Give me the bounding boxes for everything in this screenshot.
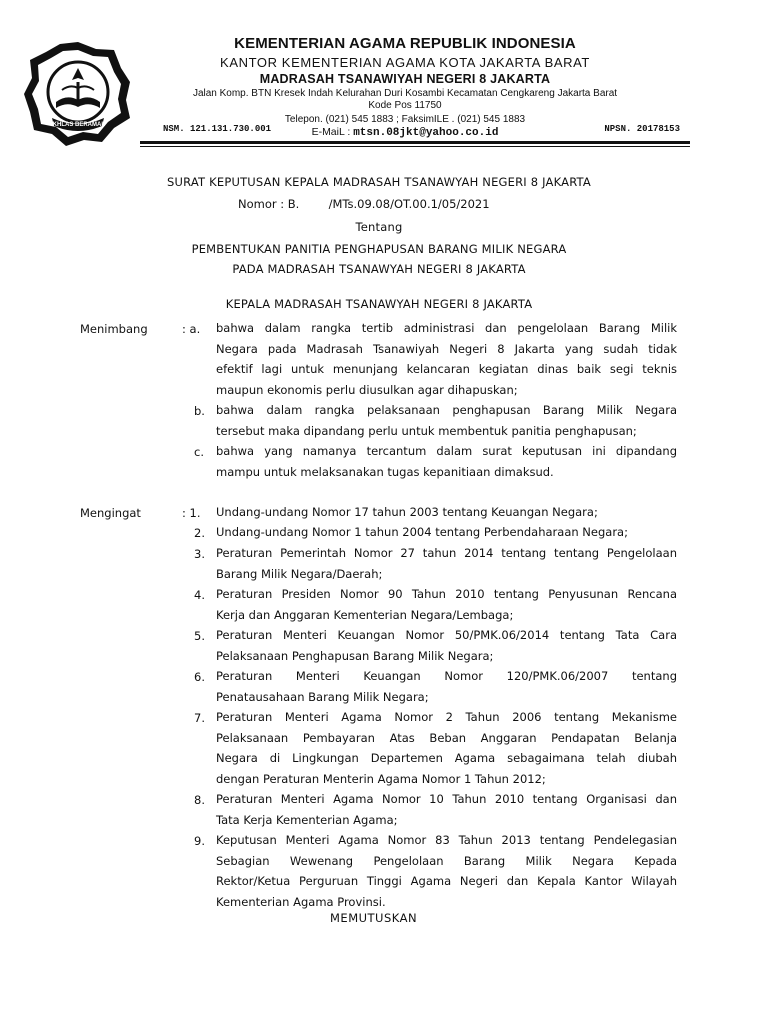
text-line: bahwa dalam rangka pelaksanaan penghapusan Barang Milik Negara xyxy=(216,403,677,417)
text-line: tersebut maka dipandang perlu untuk membentuk panitia penghapusan; xyxy=(216,423,637,438)
text-line: Pelaksanaan Penghapusan Barang Milik Negara; xyxy=(216,648,494,663)
text-line: Undang-undang Nomor 1 tahun 2004 tentang Perbendaharaan Negara; xyxy=(216,525,628,539)
office-name: KANTOR KEMENTERIAN AGAMA KOTA JAKARTA BARAT xyxy=(220,55,590,70)
school-name: MADRASAH TSANAWIYAH NEGERI 8 JAKARTA xyxy=(259,72,551,86)
mengingat-item-9 xyxy=(216,830,677,912)
letterhead-rule-thick xyxy=(140,141,690,144)
text-line: Sebagian Wewenang Pengelolaan Barang Milik Negara Kepada xyxy=(216,853,677,868)
mengingat-item-7 xyxy=(216,707,677,789)
decree-subject-line1: PEMBENTUKAN PANITIA PENGHAPUSAN BARANG MILIK NEGARA xyxy=(191,242,567,256)
text-line: Peraturan Menteri Keuangan Nomor 50/PMK.06/2014 tentang Tata Cara xyxy=(216,628,677,642)
nsm-number: NSM. 121.131.730.001 xyxy=(163,124,272,134)
email-value: mtsn.08jkt@yahoo.co.id xyxy=(353,127,499,139)
text-line: Negara di Lingkungan Departemen Agama sebagaimana telah diubah xyxy=(216,751,677,765)
text-line: Pelaksanaan Pembayaran Atas Beban Anggaran Pendapatan Belanja xyxy=(216,730,677,745)
text-line: Tata Kerja Kementerian Agama; xyxy=(216,812,398,827)
menimbang-mark-c: c. xyxy=(194,445,204,459)
text-line: Peraturan Menteri Keuangan Nomor 120/PMK.06/2007 tentang xyxy=(216,669,677,683)
menimbang-item-b xyxy=(216,400,677,441)
text-line: Keputusan Menteri Agama Nomor 83 Tahun 2013 tentang Pendelegasian xyxy=(216,833,677,847)
memutuskan-heading: MEMUTUSKAN xyxy=(330,911,418,925)
mengingat-item-8 xyxy=(216,789,677,830)
mengingat-mark-7: 7. xyxy=(194,711,205,725)
menimbang-mark-a: : a. xyxy=(182,322,201,336)
mengingat-item-1 xyxy=(216,502,677,523)
text-line: efektif lagi untuk menunjang kelancaran kegiatan dinas baik segi teknis xyxy=(216,362,677,376)
text-line: Peraturan Presiden Nomor 90 Tahun 2010 tentang Penyusunan Rencana xyxy=(216,587,677,601)
kemenag-logo-icon xyxy=(22,38,134,150)
mengingat-mark-4: 4. xyxy=(194,588,205,602)
menimbang-item-c xyxy=(216,441,677,482)
email-label: E-MaiL : xyxy=(311,126,351,138)
decree-number: Nomor : B. /MTs.09.08/OT.00.1/05/2021 xyxy=(238,197,490,211)
mengingat-mark-3: 3. xyxy=(194,547,205,561)
mengingat-item-6 xyxy=(216,666,677,707)
text-line: Rektor/Ketua Perguruan Tinggi Agama Negeri dan Kepala Kantor Wilayah xyxy=(216,874,677,888)
menimbang-item-a xyxy=(216,318,677,400)
text-line: Undang-undang Nomor 17 tahun 2003 tentang Keuangan Negara; xyxy=(216,505,598,519)
mengingat-item-3 xyxy=(216,543,677,584)
letterhead-rule-thin xyxy=(140,146,690,147)
mengingat-mark-9: 9. xyxy=(194,834,205,848)
mengingat-mark-5: 5. xyxy=(194,629,205,643)
school-address: Jalan Komp. BTN Kresek Indah Kelurahan Duri Kosambi Kecamatan Cengkareng Jakarta Barat xyxy=(192,88,618,99)
mengingat-item-2 xyxy=(216,522,677,543)
text-line: bahwa dalam rangka tertib administrasi dan pengelolaan Barang Milik xyxy=(216,321,677,335)
text-line: Peraturan Menteri Agama Nomor 2 Tahun 2006 tentang Mekanisme xyxy=(216,710,677,724)
text-line: Peraturan Menteri Agama Nomor 10 Tahun 2010 tentang Organisasi dan xyxy=(216,792,677,806)
mengingat-item-5 xyxy=(216,625,677,666)
text-line: mampu untuk melaksanakan tugas kepanitiaan dimaksud. xyxy=(216,464,554,479)
mengingat-mark-6: 6. xyxy=(194,670,205,684)
ministry-name: KEMENTERIAN AGAMA REPUBLIK INDONESIA xyxy=(234,35,576,52)
text-line: bahwa yang namanya tercantum dalam surat keputusan ini dipandang xyxy=(216,444,677,458)
phone-fax: Telepon. (021) 545 1883 ; FaksimILE . (021) 545 1883 xyxy=(284,114,526,125)
mengingat-mark-8: 8. xyxy=(194,793,205,807)
postal-code: Kode Pos 11750 xyxy=(368,99,442,111)
decree-subject-line2: PADA MADRASAH TSANAWYAH NEGERI 8 JAKARTA xyxy=(232,262,526,276)
menimbang-label: Menimbang xyxy=(80,322,148,336)
text-line: Kementerian Agama Provinsi. xyxy=(216,894,386,909)
decree-heading: SURAT KEPUTUSAN KEPALA MADRASAH TSANAWYAH NEGERI 8 JAKARTA xyxy=(167,175,591,189)
text-line: dengan Peraturan Menterin Agama Nomor 1 Tahun 2012; xyxy=(216,771,546,786)
text-line: Penatausahaan Barang Milik Negara; xyxy=(216,689,429,704)
tentang-label: Tentang xyxy=(355,220,403,234)
issuing-authority: KEPALA MADRASAH TSANAWYAH NEGERI 8 JAKARTA xyxy=(225,297,533,311)
mengingat-mark-1: : 1. xyxy=(182,506,201,520)
logo-motto: IKHLAS BERAMAL xyxy=(51,122,105,128)
menimbang-mark-b: b. xyxy=(194,404,205,418)
text-line: maupun ekonomis perlu diusulkan agar dihapuskan; xyxy=(216,382,518,397)
text-line: Negara pada Madrasah Tsanawiyah Negeri 8 Jakarta yang sudah tidak xyxy=(216,341,677,356)
mengingat-mark-2: 2. xyxy=(194,526,205,540)
npsn-number: NPSN. 20178153 xyxy=(604,124,680,134)
mengingat-label: Mengingat xyxy=(80,506,141,520)
mengingat-item-4 xyxy=(216,584,677,625)
text-line: Barang Milik Negara/Daerah; xyxy=(216,566,383,581)
text-line: Peraturan Pemerintah Nomor 27 tahun 2014 tentang tentang Pengelolaan xyxy=(216,546,677,560)
text-line: Kerja dan Anggaran Kementerian Negara/Lembaga; xyxy=(216,607,514,622)
